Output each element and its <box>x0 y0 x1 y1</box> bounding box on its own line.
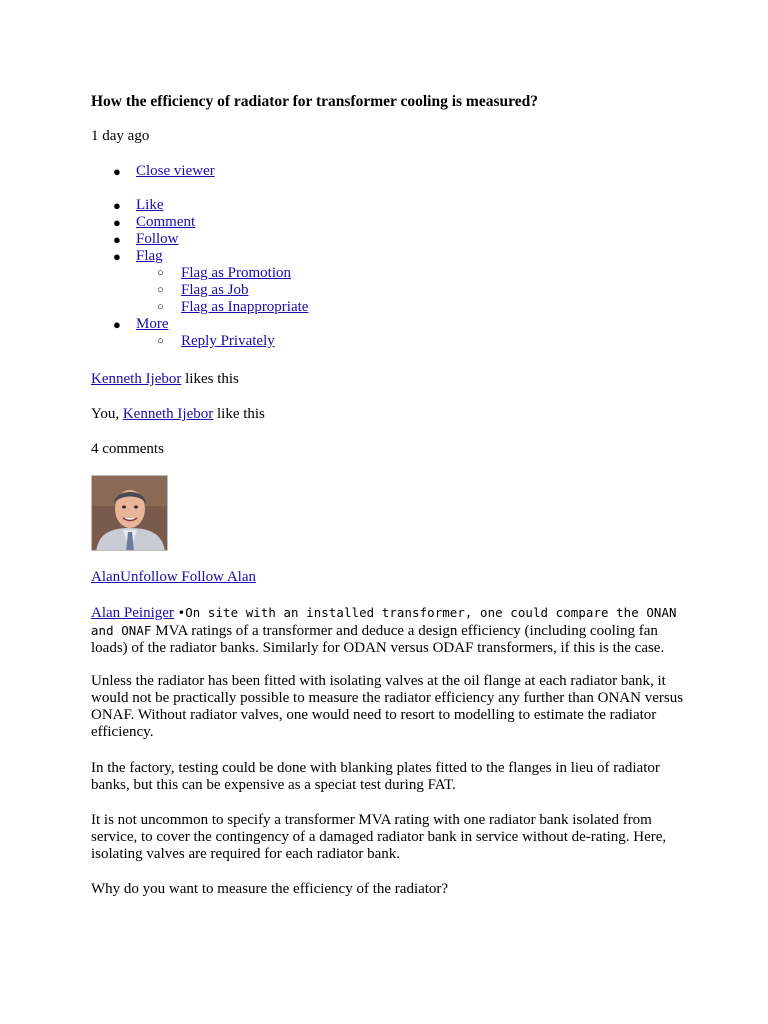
avatar-photo <box>92 476 168 551</box>
circle-bullet-icon: ○ <box>157 284 164 296</box>
comment-link[interactable]: Comment <box>136 214 196 230</box>
list-item <box>91 197 308 214</box>
comment-paragraph-5: Why do you want to measure the efficiency of the radiator? <box>91 881 449 897</box>
liker-name-link[interactable]: Kenneth Ijebor <box>91 371 182 387</box>
list-item <box>91 231 308 248</box>
flag-link[interactable]: Flag <box>136 248 163 264</box>
circle-bullet-icon: ○ <box>157 301 164 313</box>
comment-paragraph-2: Unless the radiator has been fitted with isolating valves at the oil flange at each radiator bank, it would not be practically possible to measure the radiator efficiency any further than ONAN versus ONAF. Without radiator valves, one would need to resort to modelling to estimate the radiator efficiency. <box>91 673 684 740</box>
list-item <box>91 316 308 350</box>
likes-suffix: likes this <box>181 371 239 387</box>
bullet-icon: ● <box>113 232 121 247</box>
flag-inappropriate-link[interactable]: Flag as Inappropriate <box>181 299 309 315</box>
flag-promotion-link[interactable]: Flag as Promotion <box>181 265 292 281</box>
circle-bullet-icon: ○ <box>157 267 164 279</box>
bullet-icon: ● <box>113 215 121 230</box>
likes-suffix: like this <box>213 406 265 422</box>
avatar[interactable] <box>91 475 168 551</box>
likes-line-1 <box>91 371 239 388</box>
post-title: How the efficiency of radiator for transformer cooling is measured? <box>91 93 538 110</box>
follow-link[interactable]: Follow <box>136 231 179 247</box>
post-timestamp: 1 day ago <box>91 128 150 144</box>
comment-text: MVA ratings of a transformer and deduce a design efficiency (including cooling fan loads) of the radiator banks. Similarly for ODAN versus ODAF transformers, if this is the case. <box>91 623 665 656</box>
list-item <box>136 265 308 282</box>
viewer-list <box>91 163 215 180</box>
bullet-icon: ● <box>113 198 121 213</box>
bullet-icon: ● <box>113 164 121 179</box>
like-link[interactable]: Like <box>136 197 164 213</box>
list-item <box>136 299 308 316</box>
list-item <box>91 214 308 231</box>
more-link[interactable]: More <box>136 316 169 332</box>
comment-lead-text: On site with an installed transformer, one could compare the ONAN and ONAF <box>91 605 677 638</box>
comment-author-follow <box>91 569 256 586</box>
bullet-icon: ● <box>113 249 121 264</box>
comment-paragraph-3: In the factory, testing could be done with blanking plates fitted to the flanges in lieu of radiator banks, but this can be expensive as a speciat test during FAT. <box>91 760 660 793</box>
flag-job-link[interactable]: Flag as Job <box>181 282 249 298</box>
list-item <box>91 248 308 316</box>
list-item <box>136 282 308 299</box>
author-follow-link[interactable]: AlanUnfollow Follow Alan <box>91 569 256 585</box>
close-viewer-link[interactable]: Close viewer <box>136 163 215 179</box>
liker-name-link[interactable]: Kenneth Ijebor <box>122 406 214 422</box>
flag-submenu <box>136 265 308 316</box>
circle-bullet-icon: ○ <box>157 335 164 347</box>
list-item <box>136 333 308 350</box>
comment-paragraph-1 <box>91 604 691 657</box>
bullet-icon: ● <box>113 317 121 332</box>
list-item <box>91 163 215 180</box>
reply-privately-link[interactable]: Reply Privately <box>181 333 275 349</box>
likes-prefix: You, <box>91 406 123 422</box>
comments-count: 4 comments <box>91 441 164 457</box>
likes-line-2 <box>91 406 265 423</box>
more-submenu <box>136 333 308 350</box>
comment-paragraph-4: It is not uncommon to specify a transformer MVA rating with one radiator bank isolated from service, to cover the contingency of a damaged radiator bank in service without de-rating. Here, isolating valves are required for each radiator bank. <box>91 812 667 862</box>
comment-author-link[interactable]: Alan Peiniger <box>91 605 174 621</box>
actions-list <box>91 197 308 350</box>
bullet-icon: • <box>177 605 186 620</box>
